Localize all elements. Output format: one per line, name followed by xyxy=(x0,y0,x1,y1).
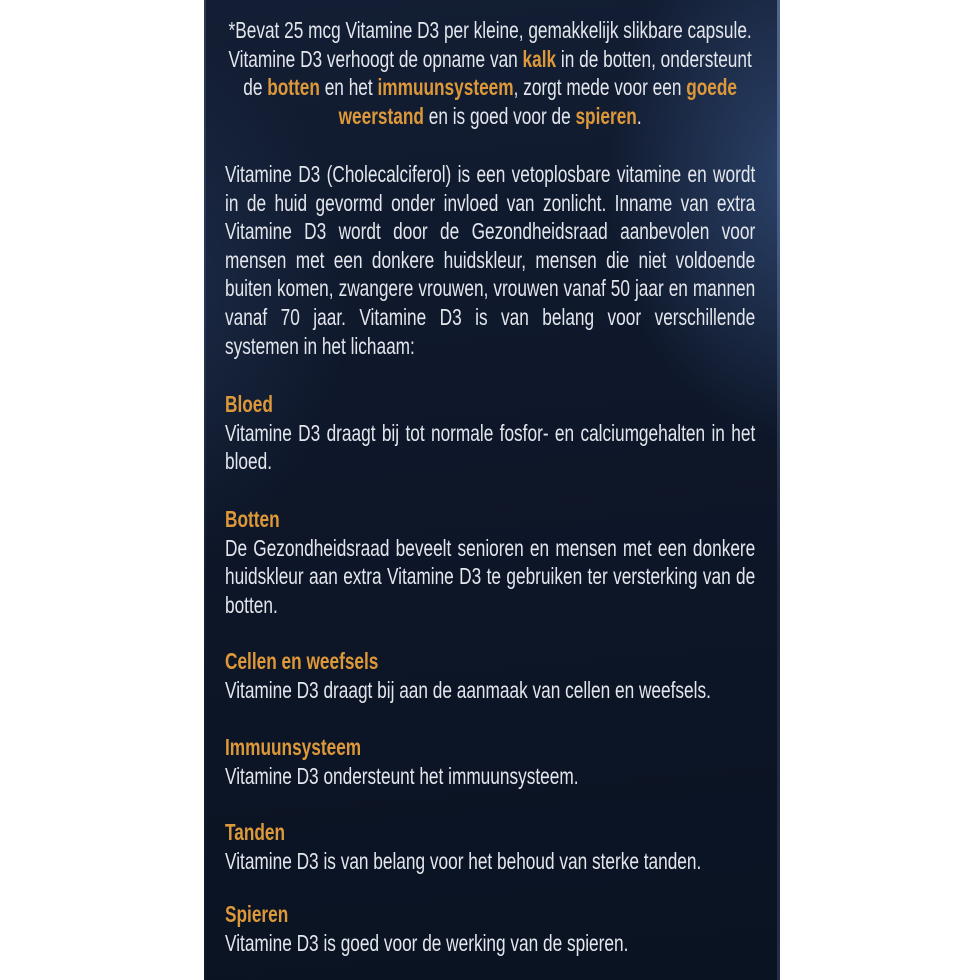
section-botten xyxy=(225,505,755,619)
section-body-immuunsysteem: Vitamine D3 ondersteunt het immuunsysteem. xyxy=(225,762,579,789)
info-panel xyxy=(204,0,780,980)
section-heading-bloed: Bloed xyxy=(225,391,273,417)
section-heading-tanden: Tanden xyxy=(225,819,286,845)
section-spieren xyxy=(225,900,755,957)
section-body-tanden: Vitamine D3 is van belang voor het behoud van sterke tanden. xyxy=(225,847,702,874)
section-heading-immuunsysteem: Immuunsysteem xyxy=(225,734,362,760)
description-paragraph: Vitamine D3 (Cholecalciferol) is een vetoplosbare vitamine en wordt in de huid gevormd onder invloed van zonlicht. Inname van extra Vitamine D3 wordt door de Gezondheidsraad aanbevolen voor mensen met een donkere huidskleur, mensen die niet voldoende buiten komen, zwangere vrouwen, vrouwen vanaf 50 jaar en mannen vanaf 70 jaar. Vitamine D3 is van belang voor verschillende systemen in het lichaam: xyxy=(225,161,756,359)
section-body-spieren: Vitamine D3 is goed voor de werking van de spieren. xyxy=(225,929,629,956)
section-heading-botten: Botten xyxy=(225,506,280,532)
highlight-goede-weerstand: goede weerstand xyxy=(338,74,738,129)
section-immuunsysteem xyxy=(225,733,755,790)
intro-text: *Bevat 25 mcg Vitamine D3 per kleine, gemakkelijk slikbare capsule. Vitamine D3 verhoogt de opname van xyxy=(228,17,752,72)
intro-text: en is goed voor de xyxy=(423,102,576,129)
intro-claim-paragraph xyxy=(225,16,755,130)
highlight-botten: botten xyxy=(267,74,320,101)
section-body-cellen: Vitamine D3 draagt bij aan de aanmaak van cellen en weefsels. xyxy=(225,676,711,703)
intro-text: . xyxy=(636,102,642,129)
highlight-spieren: spieren xyxy=(575,102,637,129)
section-cellen-en-weefsels xyxy=(225,647,755,704)
section-bloed xyxy=(225,390,755,476)
section-heading-spieren: Spieren xyxy=(225,901,289,927)
section-tanden xyxy=(225,818,755,875)
highlight-kalk: kalk xyxy=(522,45,557,72)
section-body-bloed: Vitamine D3 draagt bij tot normale fosfor- en calciumgehalten in het bloed. xyxy=(225,419,756,475)
intro-text: en het xyxy=(319,74,378,101)
section-heading-cellen: Cellen en weefsels xyxy=(225,648,379,674)
section-body-botten: De Gezondheidsraad beveelt senioren en mensen met een donkere huidskleur aan extra Vitamine D3 te gebruiken ter versterking van de botten. xyxy=(225,534,756,618)
intro-text: , zorgt mede voor een xyxy=(513,74,687,101)
intro-text: in de botten, ondersteunt de xyxy=(243,45,752,101)
highlight-immuunsysteem: immuunsysteem xyxy=(377,74,514,101)
